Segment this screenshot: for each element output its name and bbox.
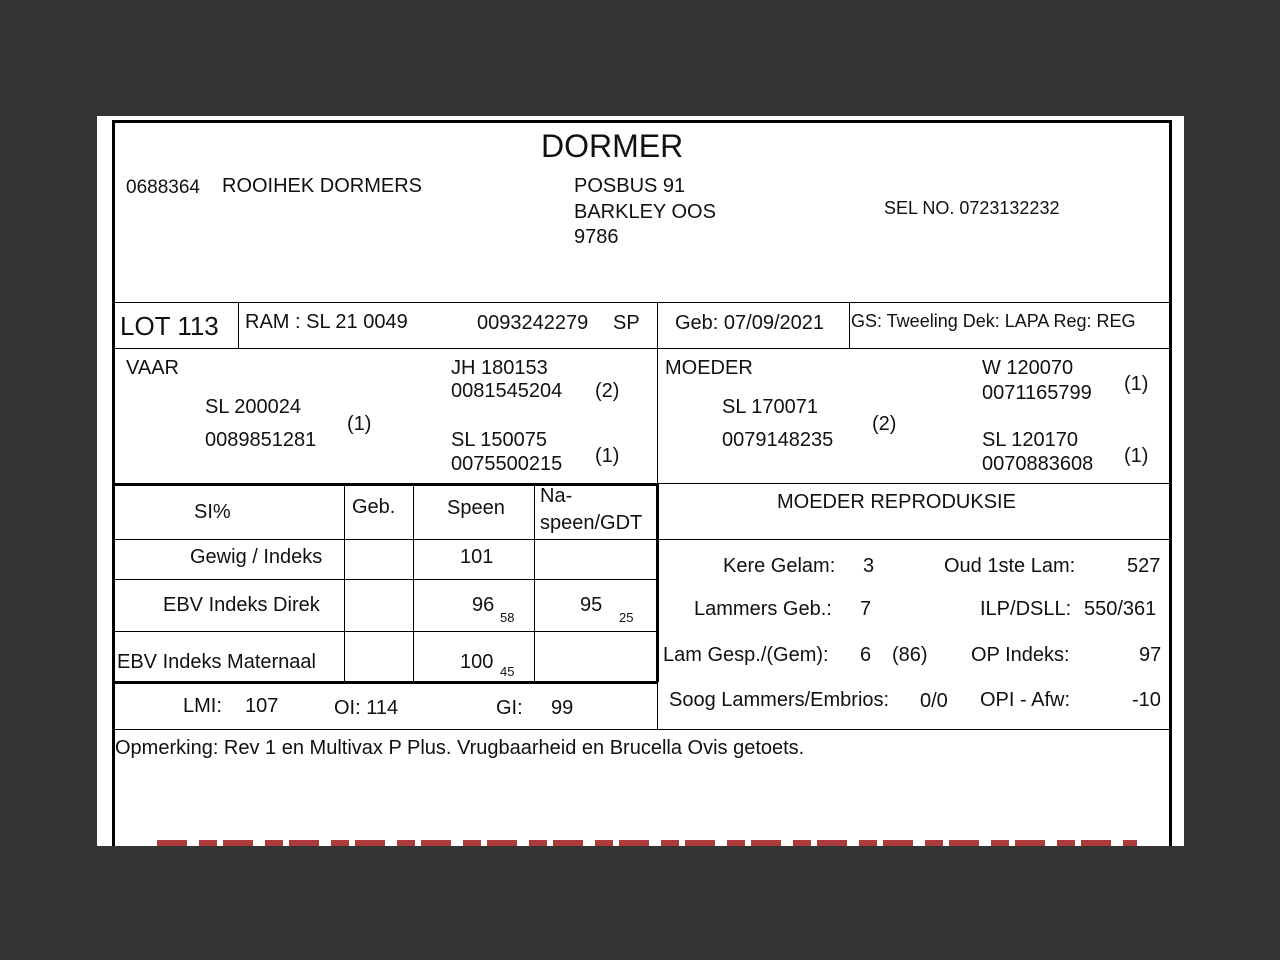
breeder-number: 0688364 [126,177,200,198]
gi-value: 99 [551,697,574,719]
oi-value: OI: 114 [334,697,399,719]
col-naspeen-2: speen/GDT [540,512,643,534]
gesp-value: 6 [860,644,872,666]
breed-title: DORMER [541,128,684,164]
ilp-label: ILP/DSLL: [980,598,1072,620]
gs-info: GS: Tweeling Dek: LAPA Reg: REG [851,311,1136,331]
ilp-value: 550/361 [1084,598,1157,620]
row-direk-naspeen-accuracy: 25 [619,610,634,625]
ram-number: 0093242279 [477,312,589,334]
divider [114,302,1172,303]
op-value: 97 [1139,644,1162,666]
address-line-3: 9786 [574,226,619,248]
lot-card [97,116,1184,846]
sire-dam-count: (1) [595,445,620,467]
op-label: OP Indeks: [971,644,1070,666]
divider [657,302,658,484]
sire-sire-count: (2) [595,380,620,402]
breeder-name: ROOIHEK DORMERS [222,175,423,197]
soog-label: Soog Lammers/Embrios: [669,689,890,711]
birth-date: Geb: 07/09/2021 [675,312,825,334]
ram-id: RAM : SL 21 0049 [245,311,408,333]
dam-sire-id: W 120070 [982,357,1074,379]
dam-dam-count: (1) [1124,445,1149,467]
soog-value: 0/0 [920,690,948,712]
cell-number: SEL NO. 0723132232 [884,198,1060,218]
oud-label: Oud 1ste Lam: [944,555,1076,577]
divider [344,485,345,682]
dam-label: MOEDER [665,357,753,379]
sire-sire-id: JH 180153 [451,357,548,379]
sire-label: VAAR [126,357,179,379]
divider [114,631,656,632]
dam-dam-number: 0070883608 [982,453,1094,475]
remark: Opmerking: Rev 1 en Multivax P Plus. Vrugbaarheid en Brucella Ovis getoets. [115,737,805,759]
gesp-gem: (86) [892,644,928,666]
kere-label: Kere Gelam: [723,555,836,577]
lmi-value: 107 [245,695,279,717]
divider [413,485,414,682]
sire-sire-number: 0081545204 [451,380,563,402]
divider [114,729,1172,730]
lammers-value: 7 [860,598,872,620]
lammers-label: Lammers Geb.: [694,598,832,620]
address-line-2: BARKLEY OOS [574,201,716,223]
divider [114,579,656,580]
ram-grade: SP [613,312,640,334]
row-direk-speen: 96 [472,594,495,616]
dam-dam-id: SL 120170 [982,429,1079,451]
sire-dam-id: SL 150075 [451,429,548,451]
dam-id: SL 170071 [722,396,819,418]
sire-number: 0089851281 [205,429,317,451]
opi-label: OPI - Afw: [980,689,1071,711]
gi-label: GI: [496,697,523,719]
kere-value: 3 [863,555,875,577]
row-maternaal-label: EBV Indeks Maternaal [117,651,316,673]
divider [114,681,658,684]
divider [114,539,656,540]
opi-value: -10 [1132,689,1161,711]
col-naspeen-1: Na- [540,485,573,507]
dam-count: (2) [872,413,897,435]
row-direk-speen-accuracy: 58 [500,610,515,625]
sire-dam-number: 0075500215 [451,453,563,475]
row-maternaal-speen: 100 [460,651,494,673]
divider [657,539,1172,540]
reproduction-header: MOEDER REPRODUKSIE [777,491,1016,513]
row-direk-label: EBV Indeks Direk [163,594,320,616]
row-gewig-speen: 101 [460,546,494,568]
lot-number: LOT 113 [120,311,219,341]
dam-number: 0079148235 [722,429,834,451]
divider [114,483,658,486]
col-speen: Speen [447,497,505,519]
col-si: SI% [194,501,231,523]
col-geb: Geb. [352,496,396,518]
red-footer-line [157,840,1137,846]
gesp-label: Lam Gesp./(Gem): [663,644,829,666]
row-gewig-label: Gewig / Indeks [190,546,323,568]
row-direk-naspeen: 95 [580,594,603,616]
dam-sire-number: 0071165799 [982,382,1092,404]
divider [849,302,850,348]
oud-value: 527 [1127,555,1161,577]
divider [238,302,239,348]
address-line-1: POSBUS 91 [574,175,686,197]
divider [534,485,535,682]
divider [114,348,1172,349]
sire-id: SL 200024 [205,396,302,418]
dam-sire-count: (1) [1124,373,1149,395]
lmi-label: LMI: [183,695,222,717]
divider [657,483,658,729]
sire-count: (1) [347,413,372,435]
row-maternaal-speen-accuracy: 45 [500,664,515,679]
